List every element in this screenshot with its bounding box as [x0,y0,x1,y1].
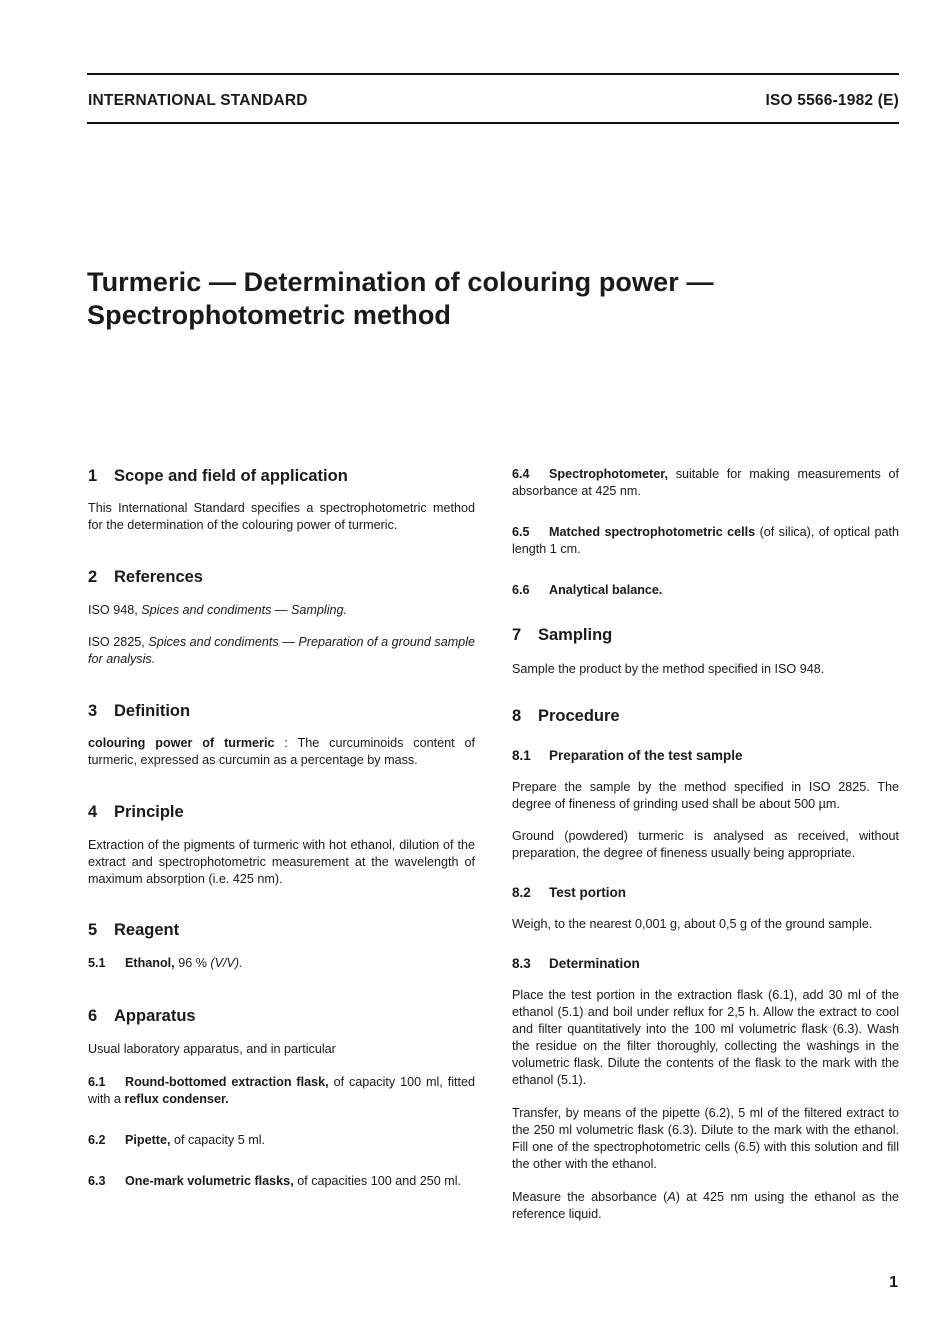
reference-iso-948: ISO 948, Spices and condiments — Sampling. [88,603,348,617]
apparatus-6-5: 6.5 Matched spectrophotometric cells (of silica), of optical path length 1 cm. [512,525,899,556]
subsection-8-3-text-1: Place the test portion in the extraction flask (6.1), add 30 ml of the ethanol (5.1) and boil under reflux for 2,5 h. Allow the extract to cool and filter quantitatively into the 100 ml volumetric flask (6.3). Wash the residue on the filter thoroughly, collecting the washings in the volumetric flask. Dilute the contents of the flask to the mark with the ethanol (5.1). [512,988,899,1087]
title-line-2: Spectrophotometric method [87,300,452,330]
title-line-1: Turmeric — Determination of colouring power — [87,267,714,297]
header-standard-number: ISO 5566-1982 (E) [765,92,899,109]
section-1-text: This International Standard specifies a spectrophotometric method for the determination of the colouring power of turmeric. [88,501,475,532]
left-column [88,456,475,1190]
section-2-heading: 2 References [88,568,203,586]
subsection-8-2-text: Weigh, to the nearest 0,001 g, about 0,5 g of the ground sample. [512,917,873,931]
right-column [512,456,899,1223]
reagent-5-1: 5.1 Ethanol, 96 % (V/V). [88,956,243,970]
section-1-heading: 1 Scope and field of application [88,467,348,485]
section-5-heading: 5 Reagent [88,921,180,939]
subsection-8-1-text-1: Prepare the sample by the method specified in ISO 2825. The degree of fineness of grinding used shall be about 500 µm. [512,780,899,811]
apparatus-6-1: 6.1 Round-bottomed extraction flask, of capacity 100 ml, fitted with a reflux condenser. [88,1075,476,1106]
apparatus-intro: Usual laboratory apparatus, and in particular [88,1042,336,1056]
document-title [87,266,714,332]
header-standard-type: INTERNATIONAL STANDARD [88,92,308,109]
apparatus-6-2: 6.2 Pipette, of capacity 5 ml. [88,1133,265,1147]
section-4-heading: 4 Principle [88,803,184,821]
apparatus-6-4: 6.4 Spectrophotometer, suitable for making measurements of absorbance at 425 nm. [512,467,900,498]
subsection-8-3-text-3: Measure the absorbance (A) at 425 nm using the ethanol as the reference liquid. [512,1190,899,1221]
section-6-heading: 6 Apparatus [88,1007,196,1025]
subsection-8-2-heading: 8.2 Test portion [512,885,626,900]
apparatus-6-3: 6.3 One-mark volumetric flasks, of capacities 100 and 250 ml. [88,1174,462,1188]
apparatus-6-6: 6.6 Analytical balance. [512,583,663,597]
section-8-heading: 8 Procedure [512,707,620,725]
header-rule [87,122,899,124]
reference-iso-2825: ISO 2825, Spices and condiments — Preparation of a ground sample for analysis. [88,635,475,666]
subsection-8-3-heading: 8.3 Determination [512,956,640,971]
page-number: 1 [889,1274,898,1291]
definition-term: colouring power of turmeric [88,736,275,750]
section-4-text: Extraction of the pigments of turmeric with hot ethanol, dilution of the extract and spectrophotometric measurement at the wavelength of maximum absorption (i.e. 425 nm). [88,838,475,886]
definition-text: colouring power of turmeric : The curcuminoids content of turmeric, expressed as curcumin as a percentage by mass. [88,736,476,767]
section-7-heading: 7 Sampling [512,626,613,644]
section-7-text: Sample the product by the method specified in ISO 948. [512,662,825,676]
subsection-8-1-heading: 8.1 Preparation of the test sample [512,748,743,763]
section-3-heading: 3 Definition [88,702,191,720]
top-rule [87,73,899,75]
subsection-8-1-text-2: Ground (powdered) turmeric is analysed as received, without preparation, the degree of fineness usually being appropriate. [512,829,899,860]
subsection-8-3-text-2: Transfer, by means of the pipette (6.2), 5 ml of the filtered extract to the 250 ml volumetric flask (6.3). Dilute to the mark with the ethanol. Fill one of the spectrophotometric cells (6.5) with this solution and fill the other with the ethanol. [512,1106,899,1171]
